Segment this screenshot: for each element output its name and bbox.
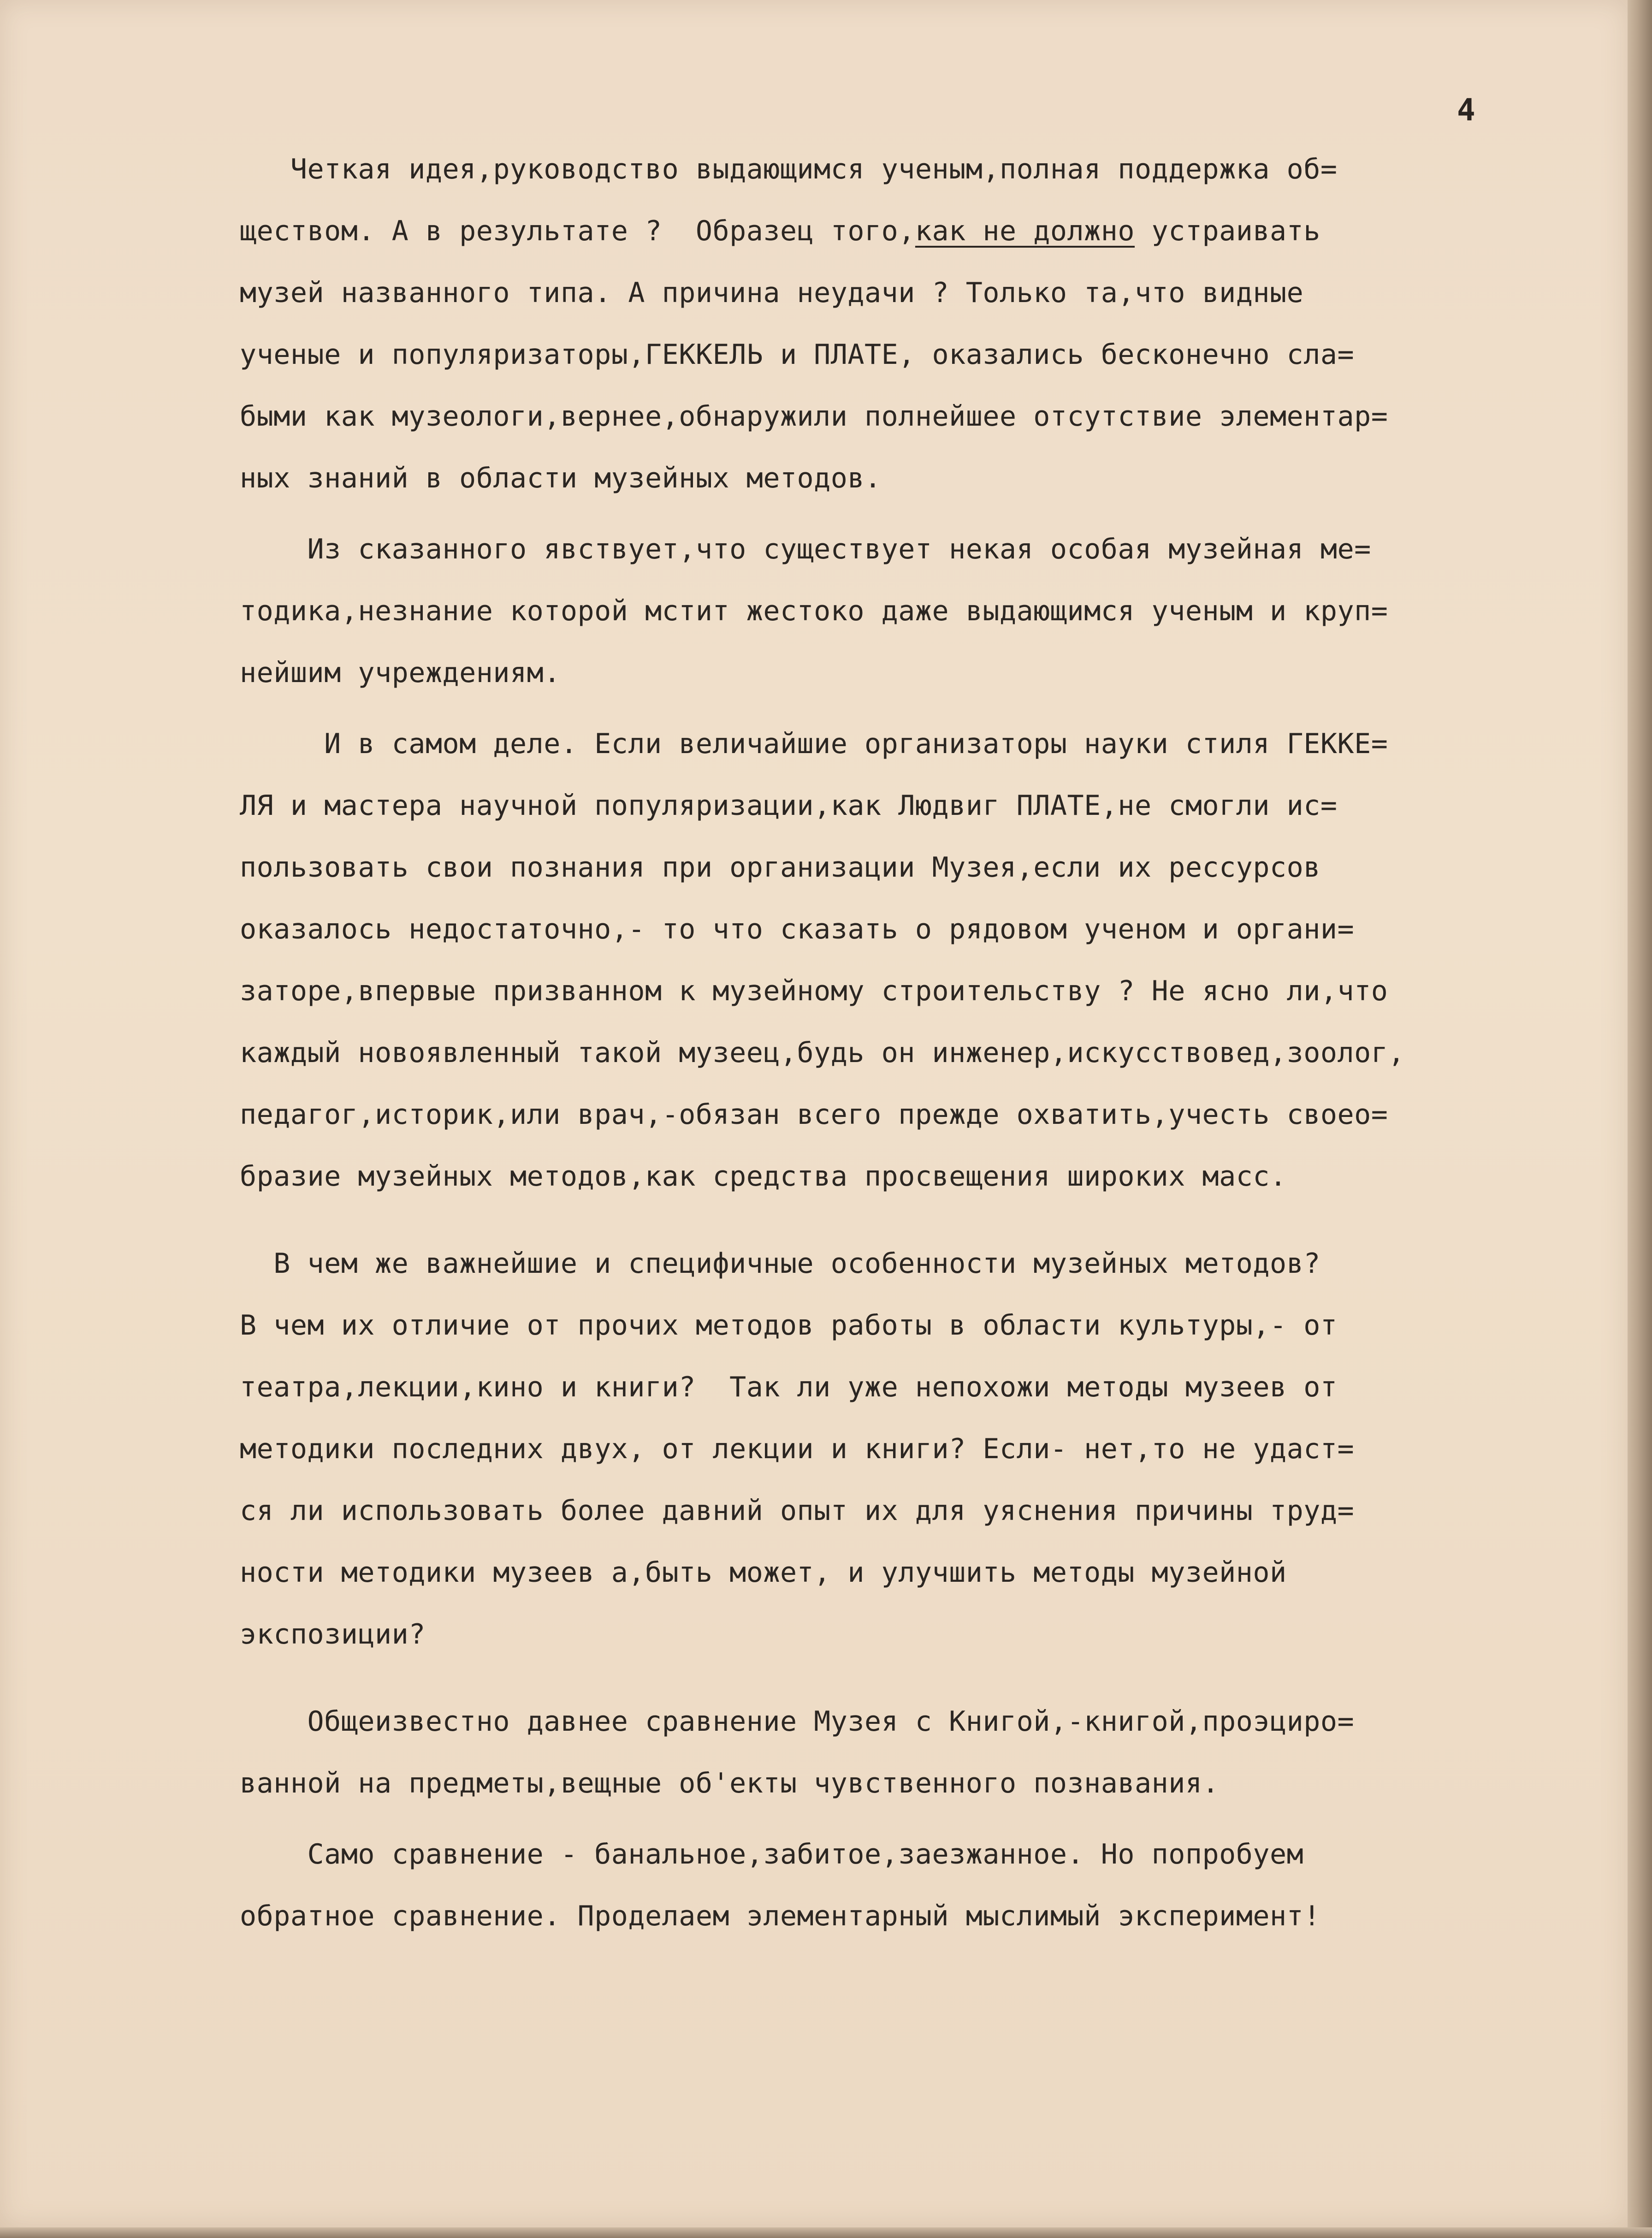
paragraph xyxy=(240,138,1618,509)
text-line: Само сравнение - банальное,забитое,заезжанное. Но попробуем xyxy=(240,1838,1304,1870)
text-span: устраивать xyxy=(1135,215,1320,247)
text-line: ЛЯ и мастера научной популяризации,как Людвиг ПЛАТЕ,не смогли ис= xyxy=(240,790,1338,822)
text-line: быми как музеологи,вернее,обнаружили полнейшее отсутствие элементар= xyxy=(240,400,1388,433)
typewritten-text xyxy=(240,138,1618,1947)
text-line: пользовать свои познания при организации Музея,если их рессурсов xyxy=(240,851,1320,884)
text-span: ществом. А в результате ? Образец того, xyxy=(240,215,915,247)
text-line: педагог,историк,или врач,-обязан всего прежде охватить,учесть своео= xyxy=(240,1098,1388,1131)
text-line: Общеизвестно давнее сравнение Музея с Книгой,-книгой,проэциро= xyxy=(240,1705,1355,1738)
paragraph xyxy=(240,1233,1618,1665)
text-line: ности методики музеев а,быть может, и улучшить методы музейной xyxy=(240,1556,1287,1589)
text-line: ванной на предметы,вещные об'екты чувственного познавания. xyxy=(240,1767,1220,1799)
text-line: Четкая идея,руководство выдающимся ученым,полная поддержка об= xyxy=(240,153,1338,185)
underlined-phrase: как не должно xyxy=(915,215,1135,247)
text-line: ных знаний в области музейных методов. xyxy=(240,462,882,494)
paragraph xyxy=(240,1823,1618,1947)
text-line: экспозиции? xyxy=(240,1618,426,1650)
text-line: В чем же важнейшие и специфичные особенности музейных методов? xyxy=(240,1247,1320,1280)
text-line: бразие музейных методов,как средства просвещения широких масс. xyxy=(240,1160,1287,1193)
text-line: каждый новоявленный такой музеец,будь он инженер,искусствовед,зоолог, xyxy=(240,1037,1405,1069)
text-line: нейшим учреждениям. xyxy=(240,657,561,689)
text-line: Из сказанного явствует,что существует некая особая музейная ме= xyxy=(240,533,1371,565)
page-edge-bottom xyxy=(0,2227,1652,2238)
text-line: музей названного типа. А причина неудачи ? Только та,что видные xyxy=(240,277,1304,309)
page-number: 4 xyxy=(1457,92,1475,128)
text-line: театра,лекции,кино и книги? Так ли уже непохожи методы музеев от xyxy=(240,1371,1338,1403)
paragraph xyxy=(240,1691,1618,1814)
paragraph xyxy=(240,518,1618,704)
text-line: В чем их отличие от прочих методов работы в области культуры,- от xyxy=(240,1309,1338,1342)
paragraph xyxy=(240,713,1618,1207)
text-line: И в самом деле. Если величайшие организаторы науки стиля ГЕККЕ= xyxy=(240,728,1388,760)
text-line: тодика,незнание которой мстит жестоко даже выдающимся ученым и круп= xyxy=(240,595,1388,627)
text-line: методики последних двух, от лекции и книги? Если- нет,то не удаст= xyxy=(240,1433,1355,1465)
text-line: ученые и популяризаторы,ГЕККЕЛЬ и ПЛАТЕ, оказались бесконечно сла= xyxy=(240,338,1355,371)
text-line: заторе,впервые призванном к музейному строительству ? Не ясно ли,что xyxy=(240,975,1388,1007)
text-line: ся ли использовать более давний опыт их для уяснения причины труд= xyxy=(240,1495,1355,1527)
text-line xyxy=(240,200,1618,262)
page-edge xyxy=(1628,0,1652,2238)
text-line: обратное сравнение. Проделаем элементарный мыслимый эксперимент! xyxy=(240,1900,1320,1932)
text-line: оказалось недостаточно,- то что сказать о рядовом ученом и органи= xyxy=(240,913,1355,945)
